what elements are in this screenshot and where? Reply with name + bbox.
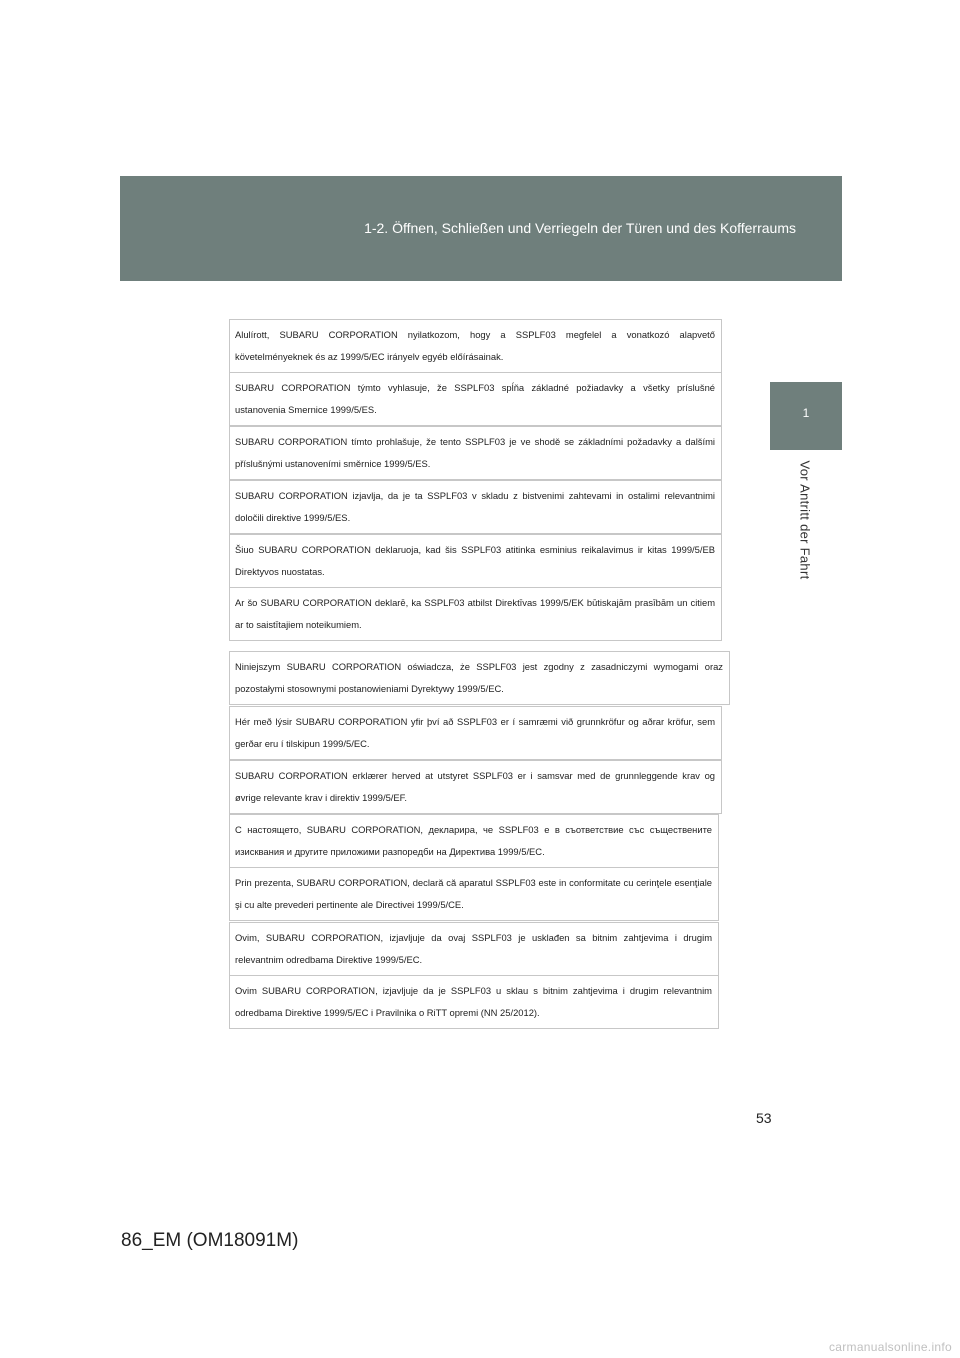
watermark: carmanualsonline.info — [828, 1340, 952, 1354]
document-code: 86_EM (OM18091M) — [121, 1230, 299, 1251]
chapter-number: 1 — [802, 406, 810, 420]
page-number: 53 — [756, 1110, 772, 1126]
section-title: 1-2. Öffnen, Schließen und Verriegeln der Türen und des Kofferraums — [364, 220, 796, 236]
declaration-slovak: SUBARU CORPORATION týmto vyhlasuje, že SSPLF03 spĺňa základné požiadavky a všetky príslušné ustanovenia Smernice 1999/5/ES. — [229, 372, 722, 426]
declaration-hungarian: Alulírott, SUBARU CORPORATION nyilatkozom, hogy a SSPLF03 megfelel a vonatkozó alapvető követelményeknek és az 1999/5/EC irányelv egyéb előírásainak. — [229, 319, 722, 373]
declaration-bosnian: Ovim, SUBARU CORPORATION, izjavljuje da ovaj SSPLF03 je usklađen sa bitnim zahtjevima i drugim relevantnim odredbama Direktive 1999/5/EC. — [229, 922, 719, 976]
declaration-czech: SUBARU CORPORATION tímto prohlašuje, že tento SSPLF03 je ve shodě se základními požadavky a dalšími příslušnými ustanoveními směrnice 1999/5/ES. — [229, 426, 722, 480]
declaration-icelandic: Hér með lýsir SUBARU CORPORATION yfir því að SSPLF03 er í samræmi við grunnkröfur og aðrar kröfur, sem gerðar eru í tilskipun 1999/5/EC. — [229, 706, 722, 760]
declaration-slovenian: SUBARU CORPORATION izjavlja, da je ta SSPLF03 v skladu z bistvenimi zahtevami in ostalimi relevantnimi določili direktive 1999/5/ES. — [229, 480, 722, 534]
declaration-lithuanian: Šiuo SUBARU CORPORATION deklaruoja, kad šis SSPLF03 atitinka esminius reikalavimus ir kitas 1999/5/EB Direktyvos nuostatas. — [229, 534, 722, 588]
header-band — [120, 176, 842, 281]
declaration-norwegian: SUBARU CORPORATION erklærer herved at utstyret SSPLF03 er i samsvar med de grunnleggende krav og øvrige relevante krav i direktiv 1999/5/EF. — [229, 760, 722, 814]
declaration-romanian: Prin prezenta, SUBARU CORPORATION, declară că aparatul SSPLF03 este in conformitate cu cerinţele esenţiale şi cu alte prevederi pertinente ale Directivei 1999/5/CE. — [229, 867, 719, 921]
declaration-croatian: Ovim SUBARU CORPORATION, izjavljuje da je SSPLF03 u sklau s bitnim zahtjevima i drugim relevantnim odredbama Direktive 1999/5/EC i Pravilnika o RiTT opremi (NN 25/2012). — [229, 975, 719, 1029]
declaration-bulgarian: С настоящето, SUBARU CORPORATION, декларира, че SSPLF03 е в съответствие със съществените изисквания и другите приложими разпоредби на Директива 1999/5/ЕС. — [229, 814, 719, 868]
chapter-tab — [770, 382, 842, 450]
declaration-latvian: Ar šo SUBARU CORPORATION deklarē, ka SSPLF03 atbilst Direktīvas 1999/5/EK būtiskajām prasībām un citiem ar to saistītajiem noteikumiem. — [229, 587, 722, 641]
declaration-polish: Niniejszym SUBARU CORPORATION oświadcza, że SSPLF03 jest zgodny z zasadniczymi wymogami oraz pozostałymi stosownymi postanowieniami Dyrektywy 1999/5/EC. — [229, 651, 730, 705]
chapter-label: Vor Antritt der Fahrt — [797, 460, 813, 580]
